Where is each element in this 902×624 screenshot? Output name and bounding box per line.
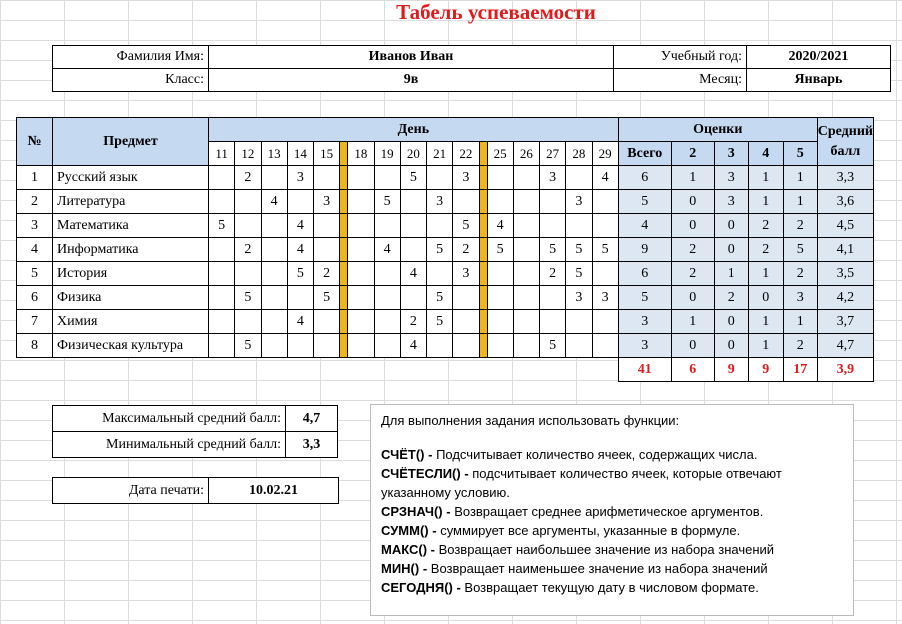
grade-cell[interactable]: 2 — [540, 262, 566, 286]
grade-cell[interactable] — [314, 310, 340, 334]
grade-cell[interactable]: 5 — [209, 214, 235, 238]
totals-total[interactable]: 41 — [618, 358, 671, 382]
max-avg-value[interactable]: 4,7 — [286, 406, 338, 432]
total-count[interactable]: 3 — [618, 310, 671, 334]
table-row — [17, 238, 874, 262]
grade-count[interactable]: 1 — [714, 262, 748, 286]
grade-cell[interactable]: 3 — [453, 166, 479, 190]
weekend-separator — [479, 310, 487, 334]
function-separator: - — [452, 580, 465, 595]
average-score[interactable]: 4,5 — [817, 214, 873, 238]
grade-cell[interactable] — [374, 262, 400, 286]
page-title: Табель успеваемости — [396, 0, 596, 24]
grade-cell[interactable]: 2 — [453, 238, 479, 262]
grade-count[interactable]: 1 — [783, 166, 817, 190]
grade-cell[interactable] — [513, 166, 539, 190]
grade-cell[interactable] — [348, 190, 374, 214]
grade-count[interactable]: 0 — [714, 238, 748, 262]
grade-cell[interactable] — [592, 310, 618, 334]
subject-header: Предмет — [53, 118, 209, 166]
average-score[interactable]: 3,3 — [817, 166, 873, 190]
grade-cell[interactable]: 5 — [592, 238, 618, 262]
grade-cell[interactable] — [348, 262, 374, 286]
grade-count[interactable]: 0 — [714, 334, 748, 358]
subject-name: Русский язык — [53, 166, 209, 190]
function-name: МАКС() — [381, 542, 428, 557]
function-separator: - — [442, 504, 455, 519]
name-value[interactable]: Иванов Иван — [209, 46, 614, 69]
grade-cell[interactable] — [592, 214, 618, 238]
grade-cell[interactable] — [261, 310, 287, 334]
function-name: СЧЁТ() — [381, 447, 425, 462]
function-name: СРЗНАЧ() — [381, 504, 443, 519]
grade-count[interactable]: 1 — [671, 166, 714, 190]
average-score[interactable]: 4,2 — [817, 286, 873, 310]
grade-cell[interactable]: 3 — [540, 166, 566, 190]
weekend-separator — [479, 262, 487, 286]
grade-cell[interactable] — [209, 166, 235, 190]
grade-count[interactable]: 2 — [748, 214, 783, 238]
grade-cell[interactable]: 4 — [287, 238, 313, 262]
day-number: 20 — [400, 142, 426, 166]
grade-count[interactable]: 2 — [671, 238, 714, 262]
avg-header: Средний балл — [817, 118, 873, 166]
weekend-separator — [340, 286, 348, 310]
table-row — [17, 334, 874, 358]
total-count[interactable]: 5 — [618, 190, 671, 214]
subject-name: История — [53, 262, 209, 286]
grade-cell[interactable] — [487, 190, 513, 214]
grade-cell[interactable]: 4 — [374, 238, 400, 262]
function-description: Возвращает наибольшее значение из набора значений — [438, 542, 775, 557]
print-date-table — [52, 477, 339, 504]
grade-cell[interactable]: 3 — [453, 262, 479, 286]
function-description: Возвращает текущую дату в числовом формате. — [464, 580, 759, 595]
grade-cell[interactable] — [592, 190, 618, 214]
grade-cell[interactable] — [209, 286, 235, 310]
function-separator: - — [428, 523, 441, 538]
help-item — [381, 540, 843, 559]
grade-cell[interactable] — [540, 310, 566, 334]
total-count[interactable]: 9 — [618, 238, 671, 262]
grade-count[interactable]: 1 — [783, 190, 817, 214]
grade-cell[interactable] — [235, 262, 261, 286]
weekend-separator — [340, 262, 348, 286]
subject-name: Физика — [53, 286, 209, 310]
grade-cell[interactable]: 2 — [314, 262, 340, 286]
grade-count[interactable]: 2 — [748, 238, 783, 262]
grade-cell[interactable] — [487, 310, 513, 334]
grade-cell[interactable] — [592, 262, 618, 286]
grade-cell[interactable] — [374, 286, 400, 310]
grade-count[interactable]: 1 — [748, 166, 783, 190]
grade-cell[interactable]: 5 — [287, 262, 313, 286]
function-description: подсчитывает количество ячеек, которые отвечают указанному условию. — [381, 466, 782, 500]
grade-cell[interactable] — [566, 334, 592, 358]
grade-cell[interactable] — [487, 286, 513, 310]
grade-cell[interactable] — [513, 286, 539, 310]
grade-cell[interactable]: 5 — [427, 238, 453, 262]
weekend-separator — [340, 166, 348, 190]
grade-cell[interactable] — [348, 166, 374, 190]
day-number: 28 — [566, 142, 592, 166]
day-number: 22 — [453, 142, 479, 166]
grade-cell[interactable]: 5 — [453, 214, 479, 238]
grade-count[interactable]: 1 — [748, 310, 783, 334]
table-row — [17, 262, 874, 286]
row-number: 1 — [17, 166, 53, 190]
grade-count[interactable]: 2 — [671, 262, 714, 286]
grade-cell[interactable] — [566, 214, 592, 238]
weekend-separator — [479, 142, 487, 166]
grade-count[interactable]: 0 — [671, 334, 714, 358]
grade-cell[interactable] — [374, 214, 400, 238]
grade-count[interactable]: 0 — [714, 214, 748, 238]
grade-cell[interactable] — [235, 310, 261, 334]
grade-cell[interactable]: 3 — [566, 286, 592, 310]
header-row-top — [17, 118, 874, 142]
grade-cell[interactable] — [374, 310, 400, 334]
grade-cell[interactable] — [427, 262, 453, 286]
month-label: Месяц: — [614, 69, 747, 92]
student-info-table — [52, 45, 891, 92]
grade-header: 4 — [748, 142, 783, 166]
grade-cell[interactable] — [427, 334, 453, 358]
grade-cell[interactable]: 5 — [566, 238, 592, 262]
row-number: 5 — [17, 262, 53, 286]
grade-count[interactable]: 2 — [714, 286, 748, 310]
grade-cell[interactable] — [287, 286, 313, 310]
name-label: Фамилия Имя: — [53, 46, 209, 69]
grade-count[interactable]: 3 — [714, 190, 748, 214]
function-separator: - — [427, 542, 439, 557]
weekend-separator — [479, 238, 487, 262]
total-count[interactable]: 5 — [618, 286, 671, 310]
grade-cell[interactable] — [348, 214, 374, 238]
grade-cell[interactable]: 3 — [287, 166, 313, 190]
grade-cell[interactable] — [540, 190, 566, 214]
max-avg-label: Максимальный средний балл: — [53, 406, 286, 432]
subject-name: Физическая культура — [53, 334, 209, 358]
grades-table — [16, 117, 874, 382]
grade-cell[interactable] — [453, 334, 479, 358]
grade-count[interactable]: 0 — [671, 286, 714, 310]
weekend-separator — [340, 214, 348, 238]
grade-cell[interactable] — [261, 334, 287, 358]
grade-count[interactable]: 0 — [671, 190, 714, 214]
year-value[interactable]: 2020/2021 — [747, 46, 891, 69]
day-number: 14 — [287, 142, 313, 166]
grade-cell[interactable]: 5 — [374, 190, 400, 214]
table-row — [17, 286, 874, 310]
grade-cell[interactable] — [487, 262, 513, 286]
grade-cell[interactable]: 5 — [314, 286, 340, 310]
grade-cell[interactable]: 5 — [235, 334, 261, 358]
total-count[interactable]: 6 — [618, 262, 671, 286]
function-description: суммирует все аргументы, указанные в формуле. — [440, 523, 741, 538]
row-number: 8 — [17, 334, 53, 358]
grade-cell[interactable] — [427, 214, 453, 238]
grade-count[interactable]: 3 — [714, 166, 748, 190]
min-avg-label: Минимальный средний балл: — [53, 432, 286, 458]
grade-cell[interactable] — [314, 214, 340, 238]
grade-cell[interactable] — [314, 334, 340, 358]
grade-cell[interactable]: 2 — [235, 238, 261, 262]
totals-spacer — [17, 358, 619, 382]
row-number: 2 — [17, 190, 53, 214]
grade-cell[interactable]: 3 — [427, 190, 453, 214]
grade-count[interactable]: 1 — [783, 310, 817, 334]
grade-cell[interactable] — [261, 214, 287, 238]
class-label: Класс: — [53, 69, 209, 92]
grade-cell[interactable] — [540, 214, 566, 238]
grade-cell[interactable]: 3 — [592, 286, 618, 310]
function-description: Возвращает среднее арифметическое аргументов. — [454, 504, 764, 519]
subject-name: Информатика — [53, 238, 209, 262]
weekend-separator — [340, 310, 348, 334]
grade-cell[interactable] — [513, 262, 539, 286]
grade-cell[interactable] — [287, 334, 313, 358]
grade-cell[interactable]: 2 — [235, 166, 261, 190]
grade-cell[interactable]: 2 — [400, 310, 426, 334]
day-number: 12 — [235, 142, 261, 166]
total-count[interactable]: 6 — [618, 166, 671, 190]
function-separator: - — [424, 447, 437, 462]
grade-cell[interactable]: 5 — [427, 310, 453, 334]
grade-cell[interactable]: 5 — [400, 166, 426, 190]
print-date-label: Дата печати: — [53, 478, 209, 504]
grade-cell[interactable]: 3 — [566, 190, 592, 214]
row-number: 6 — [17, 286, 53, 310]
grade-cell[interactable] — [566, 310, 592, 334]
grade-cell[interactable] — [209, 238, 235, 262]
grade-count[interactable]: 2 — [783, 262, 817, 286]
functions-help-box — [370, 404, 854, 616]
grade-cell[interactable]: 5 — [540, 334, 566, 358]
day-number: 21 — [427, 142, 453, 166]
grade-header: 2 — [671, 142, 714, 166]
grade-cell[interactable] — [400, 190, 426, 214]
grade-cell[interactable] — [374, 166, 400, 190]
totals-average[interactable]: 3,9 — [817, 358, 873, 382]
function-description: Возвращает наименьшее значение из набора значений — [430, 561, 768, 576]
weekend-separator — [479, 214, 487, 238]
day-number: 11 — [209, 142, 235, 166]
grade-count[interactable]: 0 — [748, 286, 783, 310]
weekend-separator — [479, 334, 487, 358]
help-item — [381, 521, 843, 540]
grade-cell[interactable] — [513, 238, 539, 262]
row-number: 7 — [17, 310, 53, 334]
row-number: 4 — [17, 238, 53, 262]
grade-cell[interactable]: 4 — [287, 310, 313, 334]
day-number: 25 — [487, 142, 513, 166]
grade-cell[interactable] — [427, 166, 453, 190]
weekend-separator — [479, 190, 487, 214]
total-header: Всего — [618, 142, 671, 166]
day-number: 27 — [540, 142, 566, 166]
grade-cell[interactable] — [209, 310, 235, 334]
grade-cell[interactable]: 4 — [592, 166, 618, 190]
grade-cell[interactable] — [287, 190, 313, 214]
grade-count[interactable]: 3 — [783, 286, 817, 310]
grade-cell[interactable] — [453, 286, 479, 310]
grade-count[interactable]: 0 — [671, 214, 714, 238]
grade-cell[interactable] — [348, 310, 374, 334]
function-name: СЕГОДНЯ() — [381, 580, 453, 595]
average-score[interactable]: 3,5 — [817, 262, 873, 286]
grade-count[interactable]: 1 — [748, 334, 783, 358]
totals-grade-count[interactable]: 17 — [783, 358, 817, 382]
subject-name: Математика — [53, 214, 209, 238]
num-header: № — [17, 118, 53, 166]
day-number: 29 — [592, 142, 618, 166]
function-name: СЧЁТЕСЛИ() — [381, 466, 461, 481]
weekend-separator — [479, 166, 487, 190]
weekend-separator — [479, 286, 487, 310]
total-count[interactable]: 3 — [618, 334, 671, 358]
grade-cell[interactable] — [400, 286, 426, 310]
grade-cell[interactable] — [453, 310, 479, 334]
grade-cell[interactable]: 4 — [261, 190, 287, 214]
grades-header: Оценки — [618, 118, 817, 142]
grade-cell[interactable] — [374, 334, 400, 358]
subject-name: Литература — [53, 190, 209, 214]
stats-table — [52, 405, 338, 458]
help-intro: Для выполнения задания использовать функции: — [381, 413, 680, 428]
grade-cell[interactable] — [513, 310, 539, 334]
table-row — [17, 190, 874, 214]
grade-header: 5 — [783, 142, 817, 166]
day-number: 15 — [314, 142, 340, 166]
grade-cell[interactable] — [209, 262, 235, 286]
help-item — [381, 559, 843, 578]
subject-name: Химия — [53, 310, 209, 334]
grade-cell[interactable] — [235, 214, 261, 238]
grade-cell[interactable]: 4 — [400, 262, 426, 286]
grade-cell[interactable]: 5 — [566, 262, 592, 286]
grade-cell[interactable] — [400, 238, 426, 262]
totals-grade-count[interactable]: 9 — [748, 358, 783, 382]
grade-cell[interactable]: 3 — [314, 190, 340, 214]
grade-cell[interactable] — [348, 334, 374, 358]
grade-cell[interactable]: 5 — [487, 238, 513, 262]
function-separator: - — [460, 466, 473, 481]
grade-cell[interactable]: 5 — [540, 238, 566, 262]
grade-cell[interactable] — [513, 214, 539, 238]
grade-cell[interactable]: 4 — [287, 214, 313, 238]
grade-cell[interactable]: 5 — [427, 286, 453, 310]
month-value[interactable]: Январь — [747, 69, 891, 92]
weekend-separator — [340, 238, 348, 262]
grade-cell[interactable] — [513, 190, 539, 214]
grade-cell[interactable]: 4 — [487, 214, 513, 238]
day-number: 19 — [374, 142, 400, 166]
grade-cell[interactable] — [348, 286, 374, 310]
days-header: День — [209, 118, 619, 142]
grade-cell[interactable] — [261, 166, 287, 190]
average-score[interactable]: 3,6 — [817, 190, 873, 214]
function-separator: - — [419, 561, 431, 576]
min-avg-value[interactable]: 3,3 — [286, 432, 338, 458]
grade-count[interactable]: 1 — [748, 190, 783, 214]
grade-cell[interactable] — [400, 214, 426, 238]
grade-cell[interactable] — [235, 190, 261, 214]
day-number: 13 — [261, 142, 287, 166]
grade-cell[interactable] — [487, 166, 513, 190]
average-score[interactable]: 4,1 — [817, 238, 873, 262]
function-name: МИН() — [381, 561, 420, 576]
totals-grade-count[interactable]: 6 — [671, 358, 714, 382]
grade-count[interactable]: 5 — [783, 238, 817, 262]
grade-count[interactable]: 2 — [783, 334, 817, 358]
function-name: СУММ() — [381, 523, 429, 538]
grade-cell[interactable]: 4 — [400, 334, 426, 358]
weekend-separator — [340, 190, 348, 214]
day-number: 26 — [513, 142, 539, 166]
function-description: Подсчитывает количество ячеек, содержащих числа. — [436, 447, 758, 462]
grade-cell[interactable] — [209, 190, 235, 214]
grade-header: 3 — [714, 142, 748, 166]
average-score[interactable]: 3,7 — [817, 310, 873, 334]
total-count[interactable]: 4 — [618, 214, 671, 238]
grade-count[interactable]: 2 — [783, 214, 817, 238]
print-date-value[interactable]: 10.02.21 — [209, 478, 339, 504]
grade-cell[interactable] — [513, 334, 539, 358]
grade-cell[interactable] — [314, 238, 340, 262]
table-row — [17, 310, 874, 334]
table-row — [17, 214, 874, 238]
grade-cell[interactable] — [314, 166, 340, 190]
grade-cell[interactable] — [209, 334, 235, 358]
grade-cell[interactable] — [592, 334, 618, 358]
grade-cell[interactable]: 5 — [235, 286, 261, 310]
totals-grade-count[interactable]: 9 — [714, 358, 748, 382]
help-item — [381, 578, 843, 597]
weekend-separator — [340, 142, 348, 166]
row-number: 3 — [17, 214, 53, 238]
grade-cell[interactable] — [261, 262, 287, 286]
table-row — [17, 166, 874, 190]
grade-count[interactable]: 1 — [748, 262, 783, 286]
grade-cell[interactable] — [261, 286, 287, 310]
grade-count[interactable]: 1 — [671, 310, 714, 334]
average-score[interactable]: 4,7 — [817, 334, 873, 358]
help-item — [381, 464, 843, 502]
grade-count[interactable]: 0 — [714, 310, 748, 334]
day-number: 18 — [348, 142, 374, 166]
weekend-separator — [340, 334, 348, 358]
grade-cell[interactable] — [261, 238, 287, 262]
help-item — [381, 502, 843, 521]
grade-cell[interactable] — [453, 190, 479, 214]
grade-cell[interactable] — [566, 166, 592, 190]
totals-row — [17, 358, 874, 382]
help-item — [381, 445, 843, 464]
year-label: Учебный год: — [614, 46, 747, 69]
grade-cell[interactable] — [348, 238, 374, 262]
class-value[interactable]: 9в — [209, 69, 614, 92]
grade-cell[interactable] — [487, 334, 513, 358]
grade-cell[interactable] — [540, 286, 566, 310]
